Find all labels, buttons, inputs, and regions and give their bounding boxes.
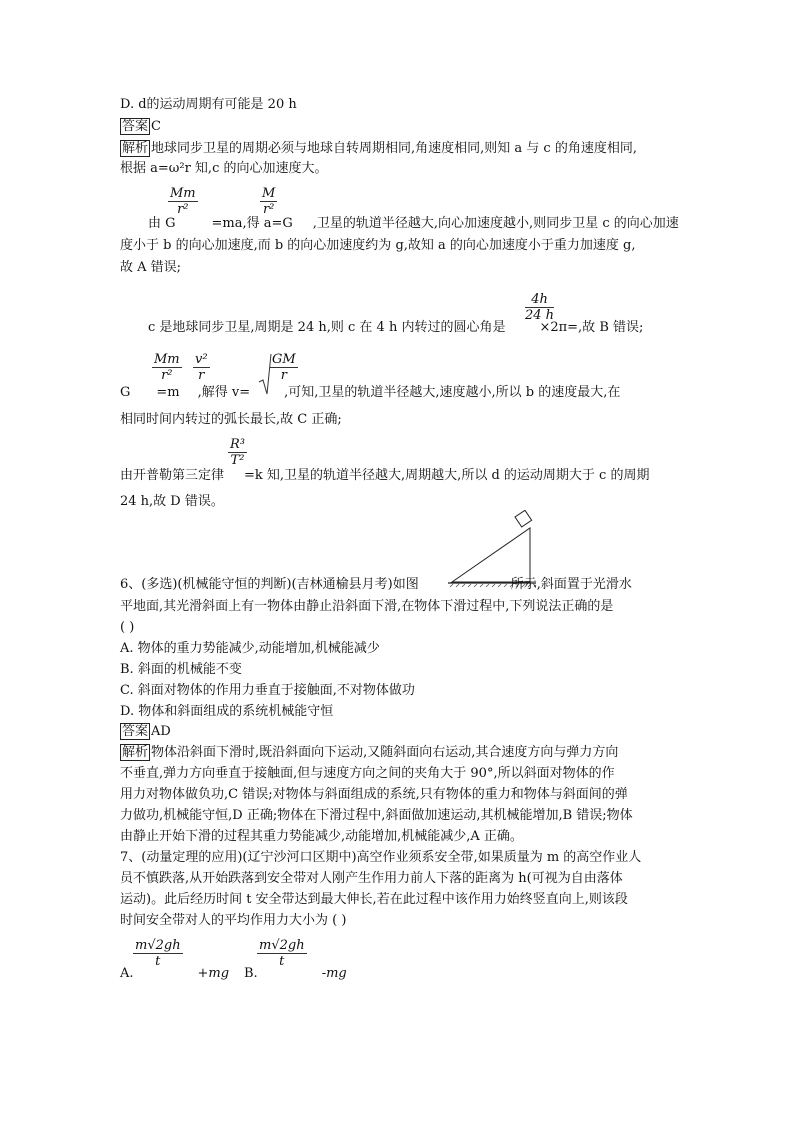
q5-analysis-line-5: 故 A 错误; bbox=[120, 260, 182, 275]
q6-answer-line bbox=[120, 724, 171, 740]
q7-stem-line-2: 员不慎跌落,从开始跌落到安全带对人刚产生作用力前人下落的距离为 h(可视为自由落体 bbox=[120, 871, 623, 886]
fraction-4h-24h: $\frac{4h}{24 h}$ bbox=[525, 292, 555, 323]
q5-analysis-line-10: 24 h,故 D 错误。 bbox=[120, 494, 224, 509]
q6-option-d: D. 物体和斜面组成的系统机械能守恒 bbox=[120, 704, 334, 719]
fraction-v2-r: $\frac{\text{v²}}{r}$ bbox=[195, 352, 208, 383]
answer-tag: 答案 bbox=[122, 119, 149, 134]
q5-analysis-line-7: G =m ,解得 v= ,可知,卫星的轨道半径越大,速度越小,所以 b 的速度最大,在 bbox=[120, 385, 621, 400]
q7-stem-line-4: 时间安全带对人的平均作用力大小为 ( ) bbox=[120, 913, 347, 928]
analysis-tag: 解析 bbox=[122, 745, 149, 760]
q7-stem-line-3: 运动)。此后经历时间 t 安全带达到最大伸长,若在此过程中该作用力始终竖直向上,则该段 bbox=[120, 892, 628, 907]
q6-analysis-line-3: 用力对物体做负功,C 错误;对物体与斜面组成的系统,只有物体的重力和物体与斜面间的弹 bbox=[120, 787, 628, 802]
q7-option-b: B. -mg bbox=[244, 966, 347, 981]
q5-analysis-line-3: 由 G =ma,得 a=G ,卫星的轨道半径越大,向心加速度越小,则同步卫星 c 的向心加速 bbox=[148, 216, 679, 231]
fraction-m-r2: $\frac{M}{\text{r²}}$ bbox=[262, 186, 276, 217]
q7-option-b-fraction: $\frac{m√2gh}{t}$ bbox=[259, 938, 305, 969]
q5-analysis-line-8: 相同时间内转过的弧长最长,故 C 正确; bbox=[120, 412, 342, 427]
q6-analysis-line-1: 解析 物体沿斜面下滑时,既沿斜面向下运动,又随斜面向右运动,其合速度方向与弹力方向 bbox=[122, 745, 619, 760]
q6-option-c: C. 斜面对物体的作用力垂直于接触面,不对物体做功 bbox=[120, 683, 415, 698]
q6-stem-line-1: 6、(多选)(机械能守恒的判断)(吉林通榆县月考)如图 所示,斜面置于光滑水 bbox=[120, 577, 632, 592]
q6-analysis-line-2: 不垂直,弹力方向垂直于接触面,但与速度方向之间的夹角大于 90°,所以斜面对物体的作 bbox=[120, 766, 615, 781]
answer-value: C bbox=[151, 119, 161, 134]
q7-stem-line-1: 7、(动量定理的应用)(辽宁沙河口区期中)高空作业须系安全带,如果质量为 m 的高空作业人 bbox=[120, 850, 642, 865]
q5-analysis-line-2: 根据 a=ω²r 知,c 的向心加速度大。 bbox=[120, 161, 328, 176]
q7-option-a-fraction: $\frac{m√2gh}{t}$ bbox=[135, 938, 181, 969]
q5-analysis-line-4: 度小于 b 的向心加速度,而 b 的向心加速度约为 g,故知 a 的向心加速度小于重力加速度 g, bbox=[120, 238, 636, 253]
q5-analysis-line-9: 由开普勒第三定律 =k 知,卫星的轨道半径越大,周期越大,所以 d 的运动周期大于 c 的周期 bbox=[120, 468, 650, 483]
q6-analysis-line-4: 力做功,机械能守恒,D 正确;物体在下滑过程中,斜面做加速运动,其机械能增加,B 错误;物体 bbox=[120, 808, 633, 823]
q6-analysis-line-5: 由静止开始下滑的过程其重力势能减少,动能增加,机械能减少,A 正确。 bbox=[120, 829, 523, 844]
fraction-mm-r2: $\frac{Mm}{\text{r²}}$ bbox=[170, 186, 196, 217]
q6-option-b: B. 斜面的机械能不变 bbox=[120, 662, 242, 677]
fraction-r3-t2: $\frac{\text{R³}}{\text{T²}}$ bbox=[230, 437, 245, 468]
q6-stem-line-2: 平地面,其光滑斜面上有一物体由静止沿斜面下滑,在物体下滑过程中,下列说法正确的是 bbox=[120, 599, 614, 614]
answer-tag: 答案 bbox=[122, 724, 149, 739]
q5-analysis-line-1: 解析 地球同步卫星的周期必须与地球自转周期相同,角速度相同,则知 a 与 c 的角速度相同, bbox=[122, 141, 637, 156]
q5-answer-line bbox=[120, 119, 161, 135]
q5-option-d: D. d的运动周期有可能是 20 h bbox=[120, 97, 297, 112]
q6-option-a: A. 物体的重力势能减少,动能增加,机械能减少 bbox=[120, 641, 380, 656]
sqrt-gm-r: $\frac{GM}{r}$ bbox=[272, 352, 296, 383]
q5-analysis-line-6: c 是地球同步卫星,周期是 24 h,则 c 在 4 h 内转过的圆心角是 ×2π=,故 B 错误; bbox=[148, 320, 644, 335]
q7-option-a: A. +mg bbox=[120, 966, 230, 981]
answer-value: AD bbox=[151, 724, 171, 739]
q6-stem-line-3: ( ) bbox=[120, 620, 135, 635]
fraction-mm-r2-b: $\frac{Mm}{\text{r²}}$ bbox=[154, 352, 180, 383]
analysis-tag: 解析 bbox=[122, 141, 149, 156]
